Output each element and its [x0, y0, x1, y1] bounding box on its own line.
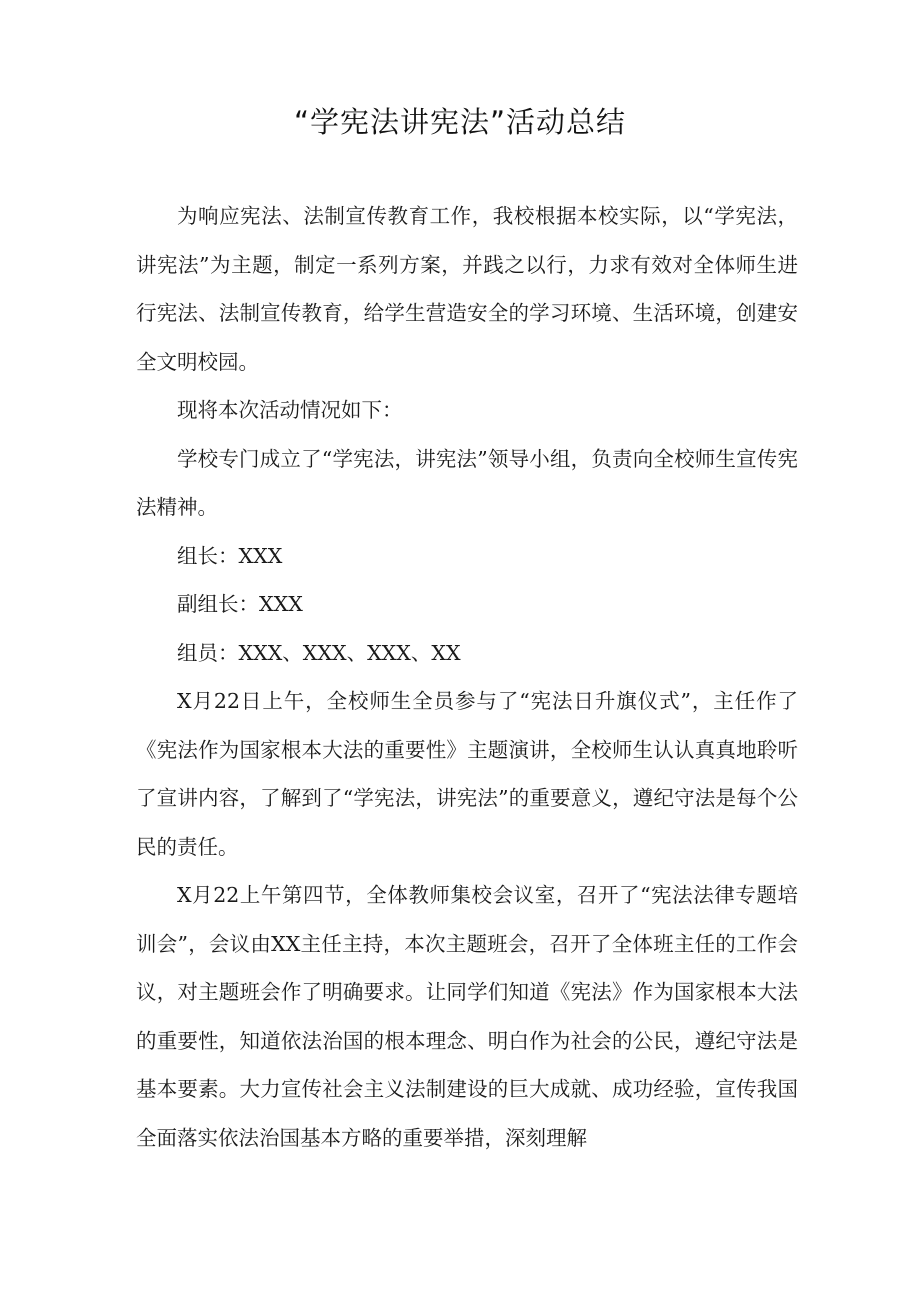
- paragraph-flag-ceremony: X月22日上午，全校师生全员参与了“宪法日升旗仪式”，主任作了《宪法作为国家根本大法的重要性》主题演讲，全校师生认认真真地聆听了宣讲内容，了解到了“学宪法，讲宪法”的重要意义，遵纪守法是每个公民的责任。: [136, 689, 798, 859]
- paragraph-training-meeting: X月22上午第四节，全体教师集校会议室，召开了“宪法法律专题培训会”，会议由XX主任主持，本次主题班会，召开了全体班主任的工作会议，对主题班会作了明确要求。让同学们知道《宪法》作为国家根本大法的重要性，知道依法治国的根本理念、明白作为社会的公民，遵纪守法是基本要素。大力宣传社会主义法制建设的巨大成就、成功经验，宣传我国全面落实依法治国基本方略的重要举措，深刻理解: [136, 883, 798, 1150]
- paragraph-group-leader: 组长：XXX: [177, 543, 283, 568]
- document-title: “学宪法讲宪法”活动总结: [293, 105, 627, 139]
- paragraph-leadership-group: 学校专门成立了“学宪法，讲宪法”领导小组，负责向全校师生宣传宪法精神。: [136, 446, 798, 519]
- document-body: [136, 192, 798, 1162]
- paragraph-group-members: 组员：XXX、XXX、XXX、XX: [177, 640, 461, 665]
- paragraph-intro: 为响应宪法、法制宣传教育工作，我校根据本校实际，以“学宪法，讲宪法”为主题，制定一系列方案，并践之以行，力求有效对全体师生进行宪法、法制宣传教育，给学生营造安全的学习环境、生活环境，创建安全文明校园。: [136, 204, 798, 374]
- paragraph-deputy-leader: 副组长：XXX: [177, 592, 303, 616]
- paragraph-summary-lead: 现将本次活动情况如下：: [177, 398, 403, 422]
